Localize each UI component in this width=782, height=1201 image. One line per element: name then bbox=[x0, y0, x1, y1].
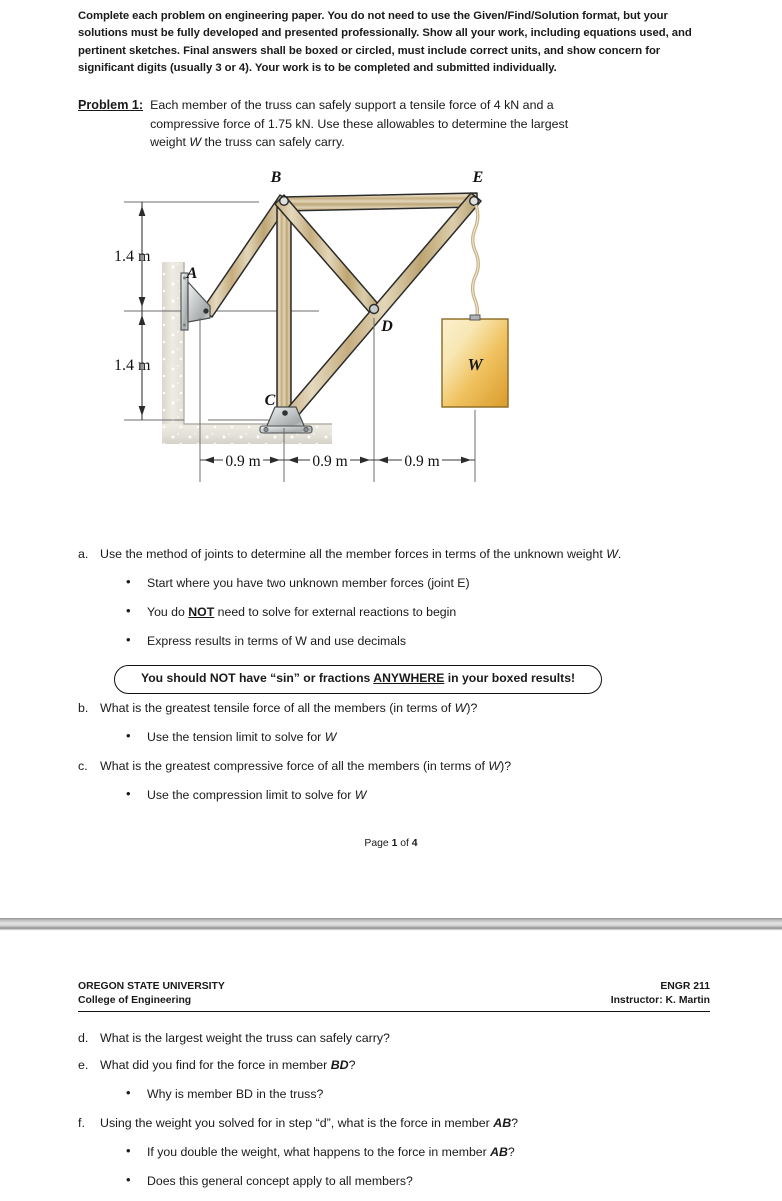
footer-prefix: Page bbox=[364, 838, 392, 849]
truss-diagram-svg bbox=[84, 160, 704, 505]
question-text-d: What is the largest weight the truss can safely carry? bbox=[100, 1031, 390, 1045]
question-text-a bbox=[100, 546, 710, 564]
question-f-post: ? bbox=[511, 1115, 519, 1130]
dim-horizontal-1: 0.9 m bbox=[225, 453, 261, 470]
question-item-f bbox=[78, 1115, 710, 1133]
weight-variable: W bbox=[189, 135, 202, 150]
question-text-e bbox=[100, 1057, 710, 1075]
question-item-c bbox=[78, 758, 710, 776]
dim-vertical-lower: 1.4 m bbox=[114, 357, 151, 374]
question-marker-d: d. bbox=[78, 1031, 89, 1045]
bullet-b-1-text bbox=[147, 729, 710, 747]
bullet-f-1-pre: If you double the weight, what happens to the force in member bbox=[147, 1144, 491, 1159]
college-name: College of Engineering bbox=[78, 995, 192, 1007]
question-marker-a: a. bbox=[78, 547, 89, 561]
joint-B-pin bbox=[280, 197, 289, 206]
question-list-page1 bbox=[78, 546, 710, 816]
bullet-f-1-member: AB bbox=[490, 1144, 508, 1159]
dim-horizontal-2: 0.9 m bbox=[312, 453, 348, 470]
bullet-b-1-pre: Use the tension limit to solve for bbox=[147, 730, 325, 745]
question-c-post: )? bbox=[500, 758, 512, 773]
question-b-var: W bbox=[454, 701, 467, 716]
member-BE bbox=[282, 193, 477, 211]
bullet-f-1-text bbox=[147, 1144, 710, 1162]
instructions-paragraph: Complete each problem on engineering paper. You do not need to use the Given/Find/Solution format, but your solutions must be fully developed and presented professionally. Show all your work, including equations used, and pertinent sketches. Final answers shall be boxed or circled, must include correct units, and show concern for significant digits (usually 3 or 4). Your work is to be completed and submitted individually. bbox=[78, 10, 692, 75]
dim-vertical-upper: 1.4 m bbox=[114, 248, 151, 265]
question-text-b bbox=[100, 700, 710, 718]
problem-line-3-pre: weight bbox=[150, 135, 190, 150]
page-break-divider bbox=[0, 916, 782, 932]
bullet-a-1-text: Start where you have two unknown member forces (joint E) bbox=[147, 575, 470, 590]
problem-statement bbox=[78, 96, 710, 152]
joint-label-D: D bbox=[381, 318, 393, 335]
joint-D-pin bbox=[370, 305, 379, 314]
bullet-f-2 bbox=[126, 1173, 710, 1191]
joint-E-pin bbox=[470, 197, 479, 206]
page2-header bbox=[78, 980, 710, 1012]
bullet-a-2-pre: You do bbox=[147, 604, 189, 619]
question-e-member: BD bbox=[330, 1057, 349, 1072]
bullet-dot-icon: • bbox=[126, 631, 131, 647]
weight-block-label: W bbox=[467, 355, 483, 374]
bullet-a-3-text: Express results in terms of W and use decimals bbox=[147, 633, 407, 648]
bullet-c-1-var: W bbox=[354, 787, 367, 802]
bullet-dot-icon: • bbox=[126, 1084, 131, 1100]
bullet-a-2-post: need to solve for external reactions to begin bbox=[214, 604, 457, 619]
bullet-e-1-text: Why is member BD in the truss? bbox=[147, 1086, 324, 1101]
bullet-a-2-emphasis: NOT bbox=[188, 604, 215, 619]
question-item-a bbox=[78, 546, 710, 564]
bullet-f-1-post: ? bbox=[507, 1144, 515, 1159]
footer-middle: of bbox=[397, 838, 412, 849]
page-2 bbox=[0, 932, 782, 1194]
bullet-e-1 bbox=[126, 1086, 710, 1104]
question-c-var: W bbox=[488, 758, 501, 773]
question-b-pre: What is the greatest tensile force of all the members (in terms of bbox=[100, 701, 455, 716]
bullet-a-3 bbox=[126, 633, 710, 651]
horizontal-dimension-chain bbox=[200, 450, 475, 470]
question-text-c bbox=[100, 758, 710, 776]
callout-emphasis: ANYWHERE bbox=[373, 671, 445, 686]
joint-label-B: B bbox=[270, 169, 282, 186]
warning-callout bbox=[114, 665, 602, 694]
question-item-b bbox=[78, 700, 710, 718]
question-marker-b: b. bbox=[78, 701, 89, 716]
bullet-c-1-text bbox=[147, 787, 710, 805]
bullet-b-1-var: W bbox=[324, 730, 337, 745]
bullet-a-1 bbox=[126, 575, 710, 593]
member-BC bbox=[277, 203, 291, 412]
page-footer bbox=[0, 838, 782, 849]
question-f-pre: Using the weight you solved for in step “d”, what is the force in member bbox=[100, 1115, 494, 1130]
bullet-dot-icon: • bbox=[126, 785, 131, 801]
question-a-var: W bbox=[606, 547, 618, 561]
callout-post: in your boxed results! bbox=[444, 671, 576, 686]
question-f-member: AB bbox=[493, 1115, 512, 1130]
bullet-dot-icon: • bbox=[126, 602, 131, 618]
problem-line-2: compressive force of 1.75 kN. Use these allowables to determine the largest bbox=[150, 116, 569, 131]
question-marker-f: f. bbox=[78, 1115, 85, 1130]
bullet-dot-icon: • bbox=[126, 1171, 131, 1187]
question-item-d bbox=[78, 1030, 710, 1048]
bullet-dot-icon: • bbox=[126, 573, 131, 589]
question-list-page2 bbox=[78, 1030, 710, 1201]
callout-wrapper bbox=[78, 661, 710, 700]
bullet-a-2 bbox=[126, 604, 710, 622]
problem-text bbox=[150, 96, 710, 152]
bullet-f-1 bbox=[126, 1144, 710, 1162]
footer-total-pages: 4 bbox=[411, 838, 418, 849]
problem-line-1: Each member of the truss can safely support a tensile force of 4 kN and a bbox=[150, 98, 554, 112]
problem-line-3-post: the truss can safely carry. bbox=[201, 135, 345, 150]
bullet-dot-icon: • bbox=[126, 1142, 131, 1158]
bullet-c-1 bbox=[126, 787, 710, 805]
bullet-f-2-text: Does this general concept apply to all members? bbox=[147, 1173, 413, 1188]
bullet-dot-icon: • bbox=[126, 728, 131, 744]
question-marker-e: e. bbox=[78, 1057, 89, 1072]
question-a-post: . bbox=[617, 547, 622, 561]
question-e-post: ? bbox=[348, 1057, 356, 1072]
bullet-b-1 bbox=[126, 729, 710, 747]
bullet-c-1-pre: Use the compression limit to solve for bbox=[147, 787, 355, 802]
question-e-pre: What did you find for the force in member bbox=[100, 1057, 331, 1072]
question-a-pre: Use the method of joints to determine all the member forces in terms of the unknown weight bbox=[100, 547, 607, 561]
question-item-e bbox=[78, 1057, 710, 1075]
bullet-a-2-text bbox=[147, 604, 710, 622]
question-marker-c: c. bbox=[78, 758, 88, 773]
footer-current-page: 1 bbox=[391, 838, 398, 849]
instructor-name: Instructor: K. Martin bbox=[610, 995, 710, 1007]
question-c-pre: What is the greatest compressive force of all the members (in terms of bbox=[100, 758, 489, 773]
problem-label: Problem 1: bbox=[78, 98, 144, 112]
question-text-f bbox=[100, 1115, 710, 1133]
joint-label-A: A bbox=[186, 265, 198, 282]
joint-label-C: C bbox=[264, 392, 276, 409]
course-code: ENGR 211 bbox=[660, 981, 710, 992]
university-name: OREGON STATE UNIVERSITY bbox=[78, 981, 225, 992]
dim-horizontal-3: 0.9 m bbox=[404, 453, 440, 470]
truss-figure bbox=[78, 160, 710, 505]
joint-label-E: E bbox=[472, 169, 484, 186]
callout-pre: You should NOT have “sin” or fractions bbox=[141, 671, 374, 686]
question-b-post: )? bbox=[466, 701, 478, 716]
